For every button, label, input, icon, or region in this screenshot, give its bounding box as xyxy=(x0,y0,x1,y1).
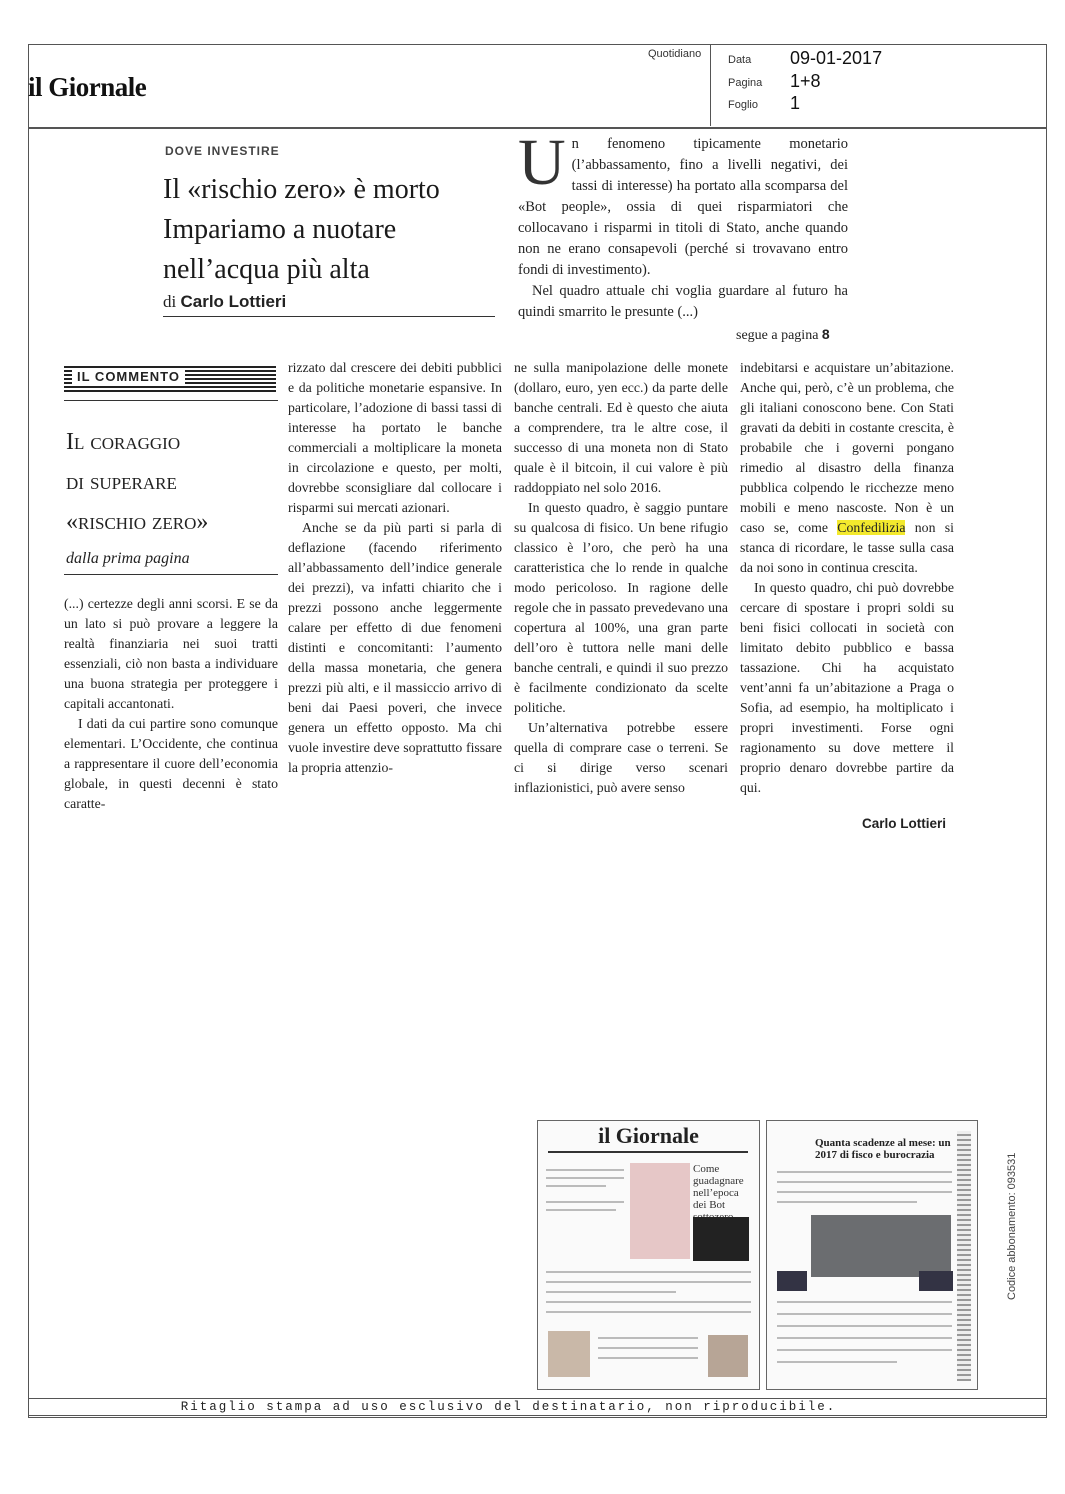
paragraph: rizzato dal crescere dei debiti pubblici e da politiche monetarie espansive. In particolare, l’adozione di bassi tassi di interesse ha portato le banche commerciali a moltiplicare la moneta in circolazione e questo, per molti, dovrebbe sconsigliare dal collocare i risparmi sui mercati azionari. xyxy=(288,360,502,515)
meta-value-pagina: 1+8 xyxy=(790,71,821,91)
from-front-page: dalla prima pagina xyxy=(66,550,190,567)
signature: Carlo Lottieri xyxy=(862,816,947,831)
headline-line: nell’acqua più alta xyxy=(163,254,370,285)
section-title xyxy=(66,422,276,542)
thumbnail-rule xyxy=(548,1151,748,1153)
thumbnail-photo xyxy=(811,1215,951,1277)
inside-page-thumbnail xyxy=(766,1120,978,1390)
lead-paragraph: Nel quadro attuale chi voglia guardare al futuro ha quindi smarrito le presunte (...) xyxy=(518,283,848,320)
subscription-code: Codice abbonamento: 093531 xyxy=(1006,1152,1018,1300)
thumbnail-sidebar xyxy=(957,1131,971,1381)
meta-label-pagina: Pagina xyxy=(728,77,763,89)
byline-prefix: di xyxy=(163,292,177,311)
headline-line: Il «rischio zero» è morto xyxy=(163,174,440,205)
header-frame xyxy=(28,44,1047,128)
thumbnail-headline: Come guadagnare nell’epoca dei Bot xyxy=(693,1163,744,1211)
continued-label: segue a pagina xyxy=(736,328,819,343)
byline-author: Carlo Lottieri xyxy=(180,292,287,311)
header-divider xyxy=(710,44,711,126)
section-tag-label: IL COMMENTO xyxy=(72,369,185,384)
lead-paragraph: n fenomeno tipicamente monetario (l’abbassamento, fino a livelli negativi, dei tassi di interesse) ha portato alla scomparsa del «Bot people», ossia di quei risparmiatori che collocavano i risparmi in titoli di Stato, anche quando non ne erano consapevoli (perché si trovavano entro fondi di investimento). xyxy=(518,136,848,278)
thumbnail-box xyxy=(777,1271,807,1291)
dropcap: U xyxy=(518,126,566,199)
meta-label-foglio: Foglio xyxy=(728,99,758,111)
continued-page: 8 xyxy=(821,326,830,342)
paragraph xyxy=(740,358,954,578)
meta-label-data: Data xyxy=(728,54,752,66)
paragraph: I dati da cui partire sono comunque elementari. L’Occidente, che continua a rappresentare il cuore dell’economia globale, in questi decenni è stato caratte- xyxy=(64,716,278,811)
thumbnail-photo xyxy=(708,1335,748,1377)
paragraph-text: indebitarsi e acquistare un’abitazione. Anche qui, però, c’è un problema, che gli italiani conoscono bene. Con Stati gravati da debiti in costante crescita, è probabile che i governi pongano rimedio al disastro della finanza pubblica colpendo le ricchezze meno mobili e meno nascoste. Non è un caso se, come xyxy=(740,360,954,535)
from-front-rule xyxy=(64,574,278,575)
headline xyxy=(163,170,503,290)
headline-rule xyxy=(163,316,495,317)
paragraph: In questo quadro, chi può dovrebbe cercare di spostare i propri soldi su beni fisici collocati in società con limitato debito pubblico e bassa tassazione. Chi ha acquistato vent’anni fa un’abitazione a Praga o Sofia, ad esempio, ha moltiplicato i propri investimenti. Forse ogni ragionamento su dove mettere il proprio denaro dovrebbe partire da qui. xyxy=(740,580,954,795)
thumbnail-masthead: il Giornale xyxy=(598,1123,699,1148)
masthead: il Giornale xyxy=(28,72,147,102)
thumbnail-photo xyxy=(548,1331,590,1377)
kicker: DOVE INVESTIRE xyxy=(165,144,280,158)
highlighted-keyword: Confedilizia xyxy=(837,520,906,535)
footer-notice: Ritaglio stampa ad uso esclusivo del destinatario, non riproducibile. xyxy=(180,1400,837,1414)
thumbnail-box xyxy=(919,1271,953,1291)
section-rule xyxy=(64,400,278,401)
paragraph: In questo quadro, è saggio puntare su qualcosa di fisico. Un bene rifugio classico è l’oro, che però ha una caratteristica che lo rende in qualche modo pericoloso. In ragione delle regole che in passato prevedevano una copertura al 100%, una gran parte dell’oro è tuttora nelle mani delle banche centrali, e quindi il suo prezzo è facilmente condizionato da scelte politiche. xyxy=(514,500,728,715)
thumbnail-box xyxy=(693,1217,749,1261)
thumbnail-photo xyxy=(630,1163,690,1259)
paragraph: (...) certezze degli anni scorsi. E se da un lato si può provare a leggere la realtà finanziaria nei suoi tratti essenziali, ciò non basta a individuare una buona strategia per proteggere i capitali accantonati. xyxy=(64,596,278,711)
lead-text xyxy=(518,126,848,323)
front-page-thumbnail xyxy=(537,1120,760,1390)
section-title-line: di superare xyxy=(66,469,177,495)
paragraph-text: non si stanca di ricordare, le tasse sulla casa da noi sono in continua crescita. xyxy=(740,520,954,575)
article-column-1 xyxy=(64,594,278,814)
article-column-4 xyxy=(740,358,954,798)
article-column-3 xyxy=(514,358,728,798)
edition-type: Quotidiano xyxy=(648,48,702,60)
article-column-2 xyxy=(288,358,502,778)
paragraph: Un’alternativa potrebbe essere quella di comprare case o terreni. Se ci si dirige verso scenari inflazionistici, può avere senso xyxy=(514,720,728,795)
paragraph: Anche se da più parti si parla di deflazione (facendo riferimento all’abbassamento dell’indice generale dei prezzi), va infatti chiarito che i prezzi possono anche leggermente calare per effetto di due fenomeni distinti e concomitanti: l’aumento della massa monetaria, che genera prezzi più alti, e il massiccio arrivo di beni dai Paesi poveri, che invece genera un effetto opposto. Ma chi vuole investire deve soprattutto fissare la propria attenzio- xyxy=(288,520,502,775)
meta-value-data: 09-01-2017 xyxy=(790,48,883,68)
headline-line: Impariamo a nuotare xyxy=(163,214,397,245)
section-tag xyxy=(64,366,276,392)
section-title-line: Il coraggio xyxy=(66,429,181,455)
byline xyxy=(163,292,286,312)
section-title-line: «rischio zero» xyxy=(66,509,209,535)
paragraph: ne sulla manipolazione delle monete (dollaro, euro, yen ecc.) da parte delle banche centrali. Ed è questo che aiuta a comprendere, tra le altre cose, il successo di una moneta non di Stato quale è il bitcoin, il cui valore è più raddoppiato nel solo 2016. xyxy=(514,360,728,495)
meta-value-foglio: 1 xyxy=(790,93,801,113)
thumbnail-headline: Quanta scadenze al mese: un 2017 di fisco e burocrazia xyxy=(815,1137,951,1161)
continued-note xyxy=(736,326,830,344)
